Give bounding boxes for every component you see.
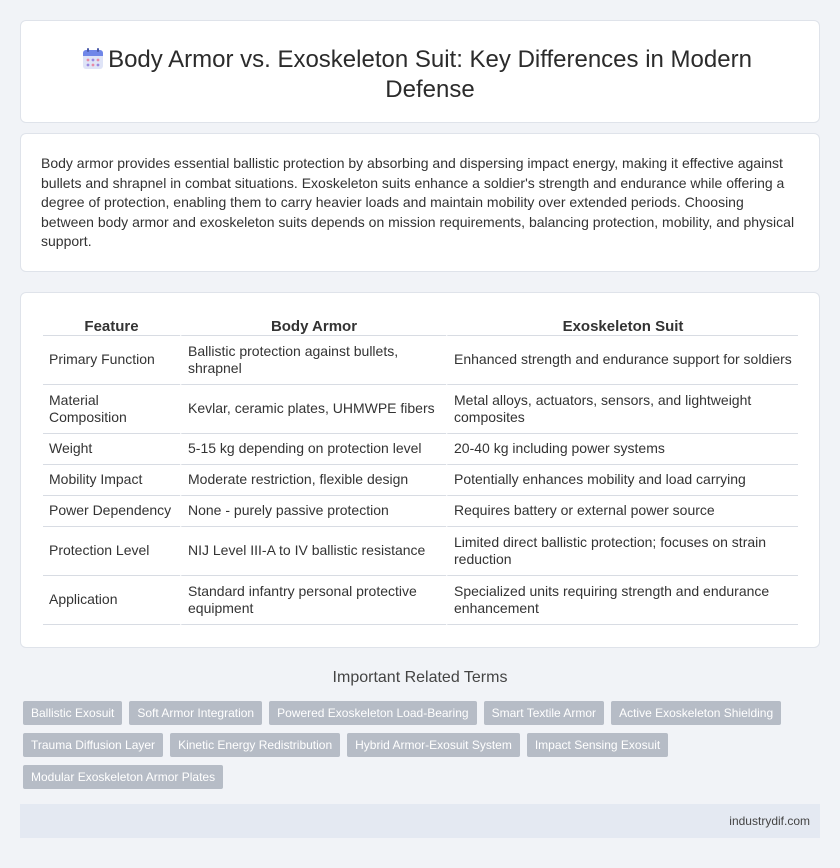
related-term-tag[interactable]: Hybrid Armor-Exosuit System — [347, 733, 520, 757]
table-row — [43, 465, 798, 496]
related-term-tag[interactable]: Modular Exoskeleton Armor Plates — [23, 765, 223, 789]
exoskeleton-cell: Limited direct ballistic protection; focuses on strain reduction — [446, 527, 798, 576]
body-armor-cell: NIJ Level III-A to IV ballistic resistance — [180, 527, 446, 576]
exoskeleton-cell: Potentially enhances mobility and load carrying — [446, 465, 798, 496]
body-armor-cell: Ballistic protection against bullets, shrapnel — [180, 336, 446, 385]
footer-bar — [20, 804, 820, 838]
feature-cell: Application — [43, 576, 180, 625]
related-terms-list — [23, 701, 813, 797]
exoskeleton-cell: Requires battery or external power source — [446, 496, 798, 527]
related-term-tag[interactable]: Soft Armor Integration — [129, 701, 262, 725]
table-row — [43, 496, 798, 527]
exoskeleton-cell: Specialized units requiring strength and endurance enhancement — [446, 576, 798, 625]
feature-cell: Weight — [43, 434, 180, 465]
related-term-tag[interactable]: Powered Exoskeleton Load-Bearing — [269, 701, 476, 725]
related-term-tag[interactable]: Kinetic Energy Redistribution — [170, 733, 340, 757]
footer-site-link[interactable]: industrydif.com — [729, 814, 810, 828]
related-term-tag[interactable]: Active Exoskeleton Shielding — [611, 701, 781, 725]
related-term-tag[interactable]: Smart Textile Armor — [484, 701, 604, 725]
table-row — [43, 336, 798, 385]
header-feature: Feature — [43, 315, 180, 336]
header-exoskeleton: Exoskeleton Suit — [446, 315, 798, 336]
table-row — [43, 527, 798, 576]
body-armor-cell: Kevlar, ceramic plates, UHMWPE fibers — [180, 385, 446, 434]
feature-cell: Mobility Impact — [43, 465, 180, 496]
related-term-tag[interactable]: Ballistic Exosuit — [23, 701, 122, 725]
exoskeleton-cell: Metal alloys, actuators, sensors, and lightweight composites — [446, 385, 798, 434]
body-armor-cell: 5-15 kg depending on protection level — [180, 434, 446, 465]
feature-cell: Material Composition — [43, 385, 180, 434]
exoskeleton-cell: Enhanced strength and endurance support for soldiers — [446, 336, 798, 385]
page-title: Body Armor vs. Exoskeleton Suit: Key Differences in Modern Defense — [108, 46, 752, 103]
table-row — [43, 434, 798, 465]
table-row — [43, 576, 798, 625]
table-row — [43, 385, 798, 434]
related-term-tag[interactable]: Impact Sensing Exosuit — [527, 733, 668, 757]
comparison-card — [20, 292, 820, 648]
header-body-armor: Body Armor — [180, 315, 446, 336]
intro-paragraph: Body armor provides essential ballistic protection by absorbing and dispersing impact energy, making it effective against bullets and shrapnel in combat situations. Exoskeleton suits enhance a soldier's strength and endurance while offering a degree of protection, enabling them to carry heavier loads and maintain mobility over extended periods. Choosing between body armor and exoskeleton suits depends on mission requirements, balancing protection, mobility, and physical support. — [41, 155, 795, 250]
table-header-row — [43, 315, 798, 336]
related-terms-heading: Important Related Terms — [332, 669, 508, 686]
body-armor-cell: None - purely passive protection — [180, 496, 446, 527]
exoskeleton-cell: 20-40 kg including power systems — [446, 434, 798, 465]
feature-cell: Protection Level — [43, 527, 180, 576]
intro-card — [20, 133, 820, 272]
related-term-tag[interactable]: Trauma Diffusion Layer — [23, 733, 163, 757]
feature-cell: Primary Function — [43, 336, 180, 385]
body-armor-cell: Moderate restriction, flexible design — [180, 465, 446, 496]
title-card — [20, 20, 820, 123]
feature-cell: Power Dependency — [43, 496, 180, 527]
comparison-table — [43, 315, 798, 625]
body-armor-cell: Standard infantry personal protective equipment — [180, 576, 446, 625]
